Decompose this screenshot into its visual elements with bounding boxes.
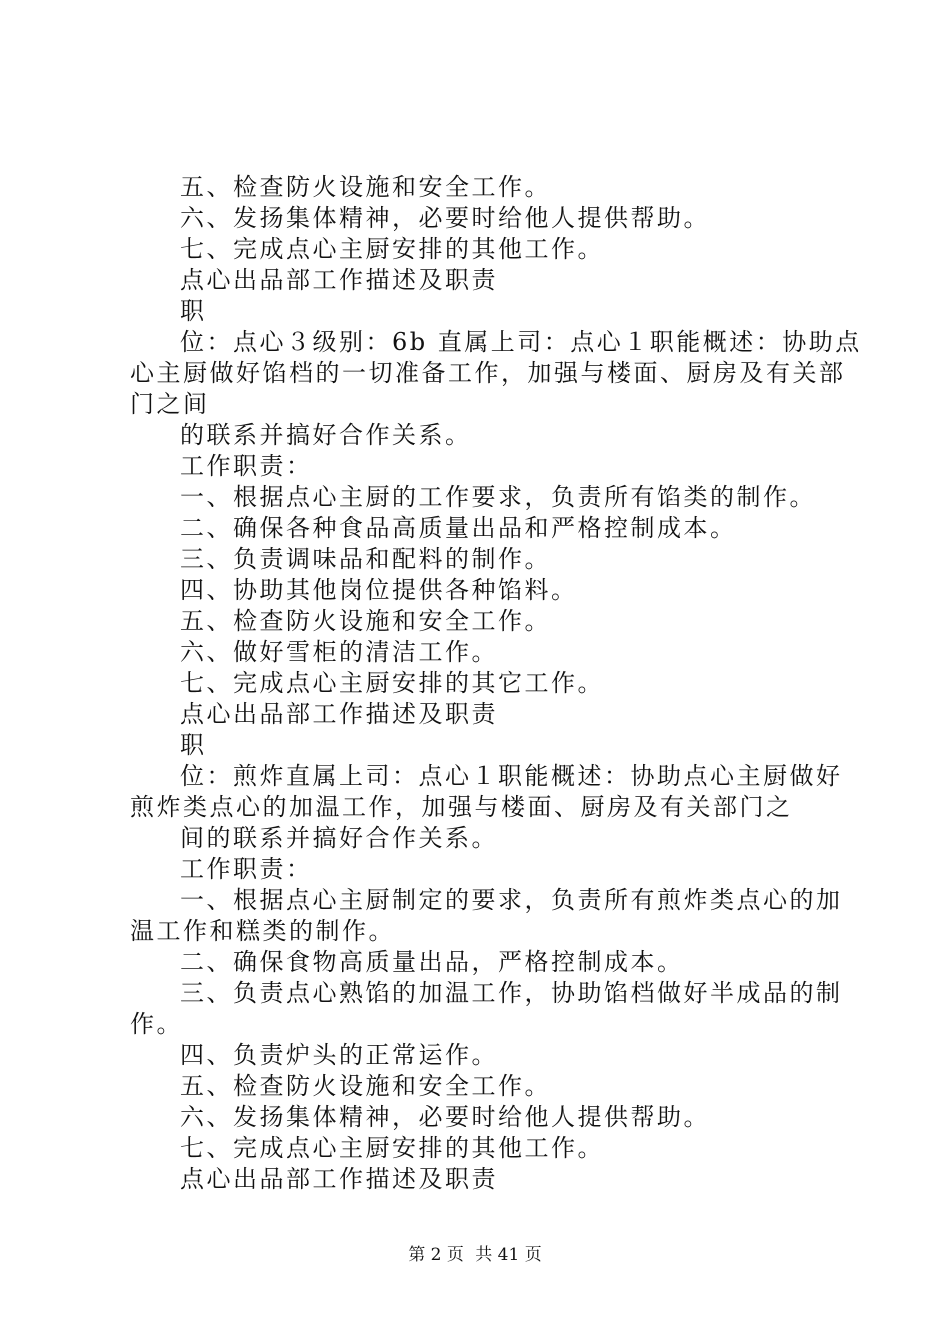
text-line: 七、完成点心主厨安排的其它工作。 <box>180 669 604 697</box>
page-total: 共 41 页 <box>475 1245 542 1265</box>
text-line: 四、协助其他岗位提供各种馅料。 <box>180 576 578 604</box>
text-line: 职 <box>180 731 207 759</box>
text-line: 一、根据点心主厨的工作要求，负责所有馅类的制作。 <box>180 483 816 511</box>
document-body <box>130 172 862 1195</box>
text-line: 一、根据点心主厨制定的要求，负责所有煎炸类点心的加 <box>180 886 843 914</box>
text-line: 七、完成点心主厨安排的其他工作。 <box>180 235 604 263</box>
text-line: 心主厨做好馅档的一切准备工作，加强与楼面、厨房及有关部 <box>130 359 846 387</box>
text-line: 工作职责： <box>180 855 313 883</box>
text-line: 五、检查防火设施和安全工作。 <box>180 607 551 635</box>
text-line: 温工作和糕类的制作。 <box>130 917 395 945</box>
text-line: 点心出品部工作描述及职责 <box>180 266 498 294</box>
text-line: 三、负责点心熟馅的加温工作，协助馅档做好半成品的制 <box>180 979 843 1007</box>
text-line: 七、完成点心主厨安排的其他工作。 <box>180 1134 604 1162</box>
text-line: 二、确保各种食品高质量出品和严格控制成本。 <box>180 514 737 542</box>
text-line: 五、检查防火设施和安全工作。 <box>180 173 551 201</box>
text-line: 三、负责调味品和配料的制作。 <box>180 545 551 573</box>
text-line: 煎炸类点心的加温工作，加强与楼面、厨房及有关部门之 <box>130 793 793 821</box>
text-line: 门之间 <box>130 390 210 418</box>
page-footer <box>0 1244 950 1266</box>
text-line: 点心出品部工作描述及职责 <box>180 1165 498 1193</box>
text-line: 五、检查防火设施和安全工作。 <box>180 1072 551 1100</box>
page-number: 第 2 页 <box>408 1245 464 1265</box>
text-line: 位：煎炸直属上司：点心１职能概述：协助点心主厨做好 <box>180 762 843 790</box>
text-line: 作。 <box>130 1010 183 1038</box>
text-line: 二、确保食物高质量出品，严格控制成本。 <box>180 948 684 976</box>
text-line: 的联系并搞好合作关系。 <box>180 421 472 449</box>
text-line: 六、发扬集体精神，必要时给他人提供帮助。 <box>180 1103 710 1131</box>
text-line: 六、发扬集体精神，必要时给他人提供帮助。 <box>180 204 710 232</box>
text-line: 六、做好雪柜的清洁工作。 <box>180 638 498 666</box>
text-line: 四、负责炉头的正常运作。 <box>180 1041 498 1069</box>
text-line: 职 <box>180 297 207 325</box>
text-line: 工作职责： <box>180 452 313 480</box>
text-line: 点心出品部工作描述及职责 <box>180 700 498 728</box>
text-line: 间的联系并搞好合作关系。 <box>180 824 498 852</box>
text-line: 位：点心３级别：6b 直属上司：点心１职能概述：协助点 <box>180 328 862 356</box>
